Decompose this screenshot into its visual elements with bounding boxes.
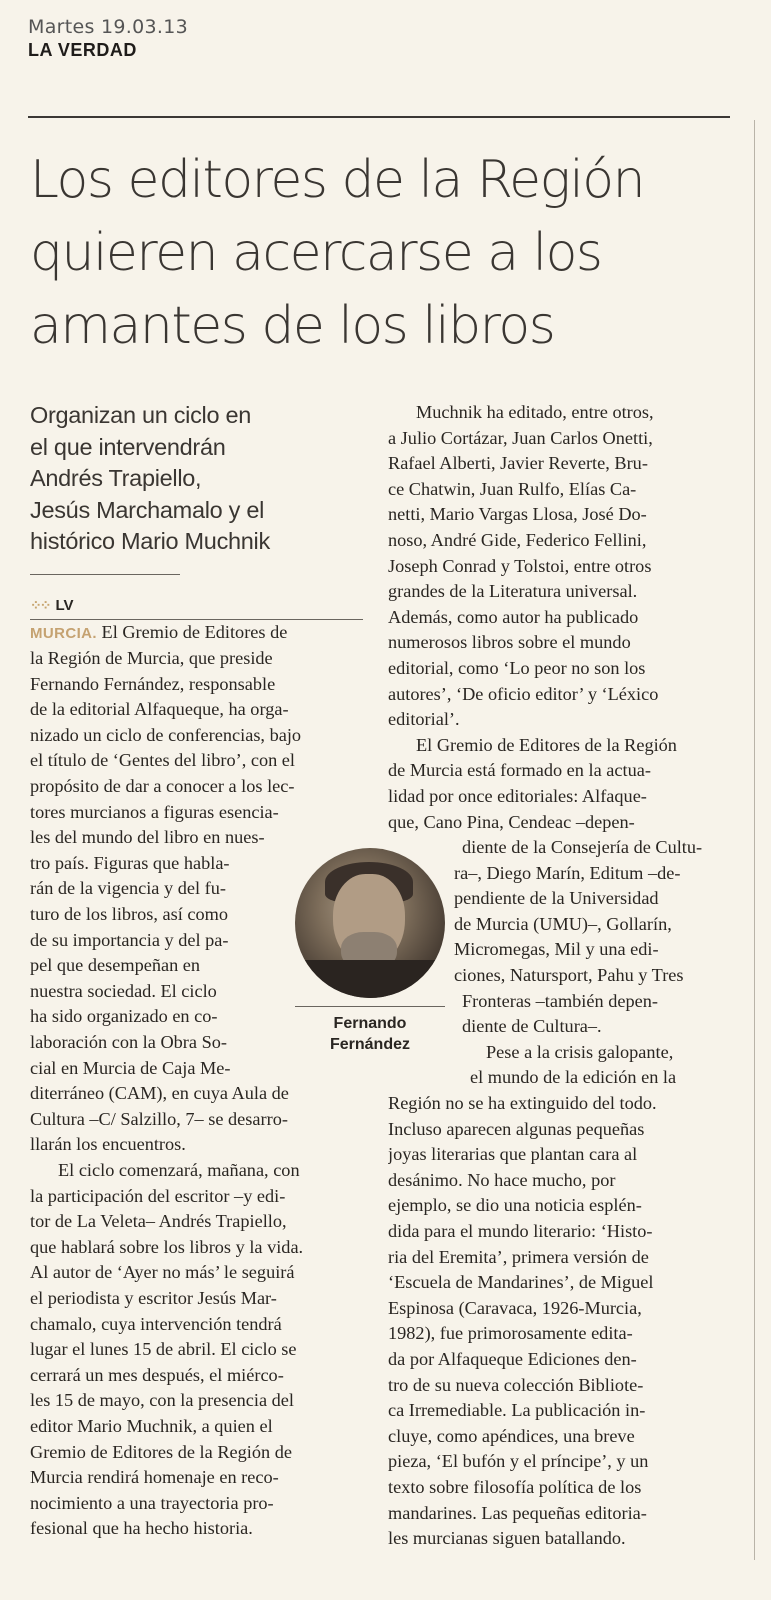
body-line: tro país. Figuras que habla- (30, 852, 230, 873)
body-line: Fernando Fernández, responsable (30, 673, 276, 694)
body-line: numerosos libros sobre el mundo (388, 632, 631, 653)
body-line: editorial’. (388, 709, 460, 730)
newspaper-name: LA VERDAD (28, 40, 137, 60)
top-divider (28, 116, 730, 118)
subhead-line: Organizan un ciclo en (30, 402, 252, 428)
body-line: Gremio de Editores de la Región de (30, 1441, 292, 1462)
body-line: el periodista y escritor Jesús Mar- (30, 1287, 277, 1308)
byline (30, 597, 363, 614)
body-line: cluye, como apéndices, una breve (388, 1425, 635, 1446)
body-line: MURCIA. El Gremio de Editores de (30, 621, 288, 642)
body-line: nizado un ciclo de conferencias, bajo (30, 724, 302, 745)
dot-grid-icon: ⁘⁘ (30, 596, 50, 613)
body-line: tores murcianos a figuras esencia- (30, 801, 279, 822)
dateline: MURCIA. (30, 624, 97, 642)
body-line: pendiente de la Universidad (454, 888, 659, 909)
body-line: de Murcia está formado en la actua- (388, 760, 651, 781)
subhead-line: Andrés Trapiello, (30, 465, 202, 491)
byline-author: LV (55, 596, 74, 614)
body-line: El Gremio de Editores de la Región (416, 734, 677, 755)
body-line: turo de los libros, así como (30, 904, 229, 925)
subhead-line: histórico Mario Muchnik (30, 528, 270, 554)
body-line: noso, André Gide, Federico Fellini, (388, 529, 647, 550)
body-line: ejemplo, se dio una noticia esplén- (388, 1195, 642, 1216)
body-line: que, Cano Pina, Cendeac –depen- (388, 811, 635, 832)
body-line: lidad por once editoriales: Alfaque- (388, 785, 647, 806)
body-line: les murcianas siguen batallando. (388, 1528, 626, 1549)
body-line: diente de la Consejería de Cultu- (462, 837, 703, 858)
body-line: Rafael Alberti, Javier Reverte, Bru- (388, 453, 648, 474)
subhead-line: el que intervendrán (30, 433, 226, 460)
body-line: cial en Murcia de Caja Me- (30, 1057, 231, 1078)
body-line: pieza, ‘El bufón y el príncipe’, y un (388, 1451, 649, 1472)
headline-line: Los editores de la Región (30, 150, 645, 210)
body-line: rán de la vigencia y del fu- (30, 878, 226, 899)
body-line: diterráneo (CAM), en cuya Aula de (30, 1083, 289, 1104)
right-body-text (388, 400, 720, 1552)
headline-line: amantes de los libros (30, 296, 555, 356)
body-line: nocimiento a una trayectoria pro- (30, 1492, 274, 1513)
body-line: Espinosa (Caravaca, 1926-Murcia, (388, 1297, 642, 1318)
body-line: da por Alfaqueque Ediciones den- (388, 1348, 637, 1369)
body-line: tro de su nueva colección Bibliote- (388, 1374, 644, 1395)
body-line: ciones, Natursport, Pahu y Tres (454, 965, 684, 986)
body-line: Murcia rendirá homenaje en reco- (30, 1467, 279, 1488)
caption-line: Fernando (333, 1015, 407, 1032)
body-line: fesional que ha hecho historia. (30, 1518, 253, 1539)
body-line: llarán los encuentros. (30, 1134, 186, 1155)
body-line: tor de La Veleta– Andrés Trapiello, (30, 1211, 287, 1232)
body-line: editor Mario Muchnik, a quien el (30, 1415, 273, 1436)
body-line: lugar el lunes 15 de abril. El ciclo se (30, 1339, 297, 1360)
body-line: netti, Mario Vargas Llosa, José Do- (388, 504, 647, 525)
body-line: grandes de la Literatura universal. (388, 581, 638, 602)
body-line: la participación del escritor –y edi- (30, 1185, 286, 1206)
body-line: Micromegas, Mil y una edi- (454, 939, 659, 960)
body-line: desánimo. No hace mucho, por (388, 1169, 616, 1190)
body-line: nuestra sociedad. El ciclo (30, 980, 217, 1001)
body-line: el mundo de la edición en la (470, 1067, 677, 1088)
body-line: editorial, como ‘Lo peor no son los (388, 657, 646, 678)
body-line: Al autor de ‘Ayer no más’ le seguirá (30, 1262, 295, 1283)
page-edge-line (754, 120, 755, 1560)
body-line: de Murcia (UMU)–, Gollarín, (454, 913, 672, 934)
body-line: les del mundo del libro en nues- (30, 827, 265, 848)
body-line: ria del Eremita’, primera versión de (388, 1246, 649, 1267)
body-line: Pese a la crisis galopante, (486, 1041, 674, 1062)
body-line: ca Irremediable. La publicación in- (388, 1400, 646, 1421)
body-line: 1982), fue primorosamente edita- (388, 1323, 633, 1344)
body-line: de su importancia y del pa- (30, 929, 229, 950)
body-line: ‘Escuela de Mandarines’, de Miguel (388, 1272, 654, 1293)
body-line: a Julio Cortázar, Juan Carlos Onetti, (388, 427, 653, 448)
body-line: laboración con la Obra So- (30, 1032, 227, 1052)
body-line: Fronteras –también depen- (462, 990, 658, 1011)
body-line: Región no se ha extinguido del todo. (388, 1093, 657, 1114)
body-line: ce Chatwin, Juan Rulfo, Elías Ca- (388, 478, 637, 499)
left-body-text (30, 620, 363, 1542)
right-column (388, 400, 720, 1552)
body-line: pel que desempeñan en (30, 955, 201, 976)
body-line: joyas literarias que plantan cara al (388, 1144, 638, 1165)
body-line: Además, como autor ha publicado (388, 606, 639, 627)
body-line: ha sido organizado en co- (30, 1006, 218, 1027)
body-line: autores’, ‘De oficio editor’ y ‘Léxico (388, 683, 659, 704)
body-line: Incluso aparecen algunas pequeñas (388, 1118, 645, 1139)
body-line: ra–, Diego Marín, Editum –de- (454, 862, 681, 883)
body-line: chamalo, cuya intervención tendrá (30, 1313, 282, 1334)
body-line: dida para el mundo literario: ‘Histo- (388, 1221, 653, 1241)
subheadline (30, 400, 363, 558)
body-line: el título de ‘Gentes del libro’, con el (30, 750, 295, 771)
body-line: Muchnik ha editado, entre otros, (416, 402, 654, 422)
headline (30, 144, 740, 363)
body-line: la Región de Murcia, que preside (30, 648, 273, 669)
body-line: propósito de dar a conocer a los lec- (30, 776, 295, 797)
issue-date: Martes 19.03.13 (28, 16, 189, 38)
body-line: cerrará un mes después, el miérco- (30, 1364, 284, 1385)
subhead-divider (30, 574, 180, 575)
body-line: texto sobre filosofía política de los (388, 1476, 642, 1497)
body-line: que hablará sobre los libros y la vida. (30, 1236, 304, 1257)
body-line: de la editorial Alfaqueque, ha orga- (30, 699, 289, 720)
body-line: Cultura –C/ Salzillo, 7– se desarro- (30, 1108, 288, 1129)
body-line: El ciclo comenzará, mañana, con (58, 1159, 300, 1180)
subhead-line: Jesús Marchamalo y el (30, 496, 265, 523)
body-line: Joseph Conrad y Tolstoi, entre otros (388, 555, 652, 576)
body-line: les 15 de mayo, con la presencia del (30, 1390, 294, 1411)
body-line: diente de Cultura–. (462, 1016, 602, 1037)
headline-line: quieren acercarse a los (30, 223, 602, 283)
body-line: mandarines. Las pequeñas editoria- (388, 1502, 647, 1523)
caption-line: Fernández (329, 1036, 410, 1053)
